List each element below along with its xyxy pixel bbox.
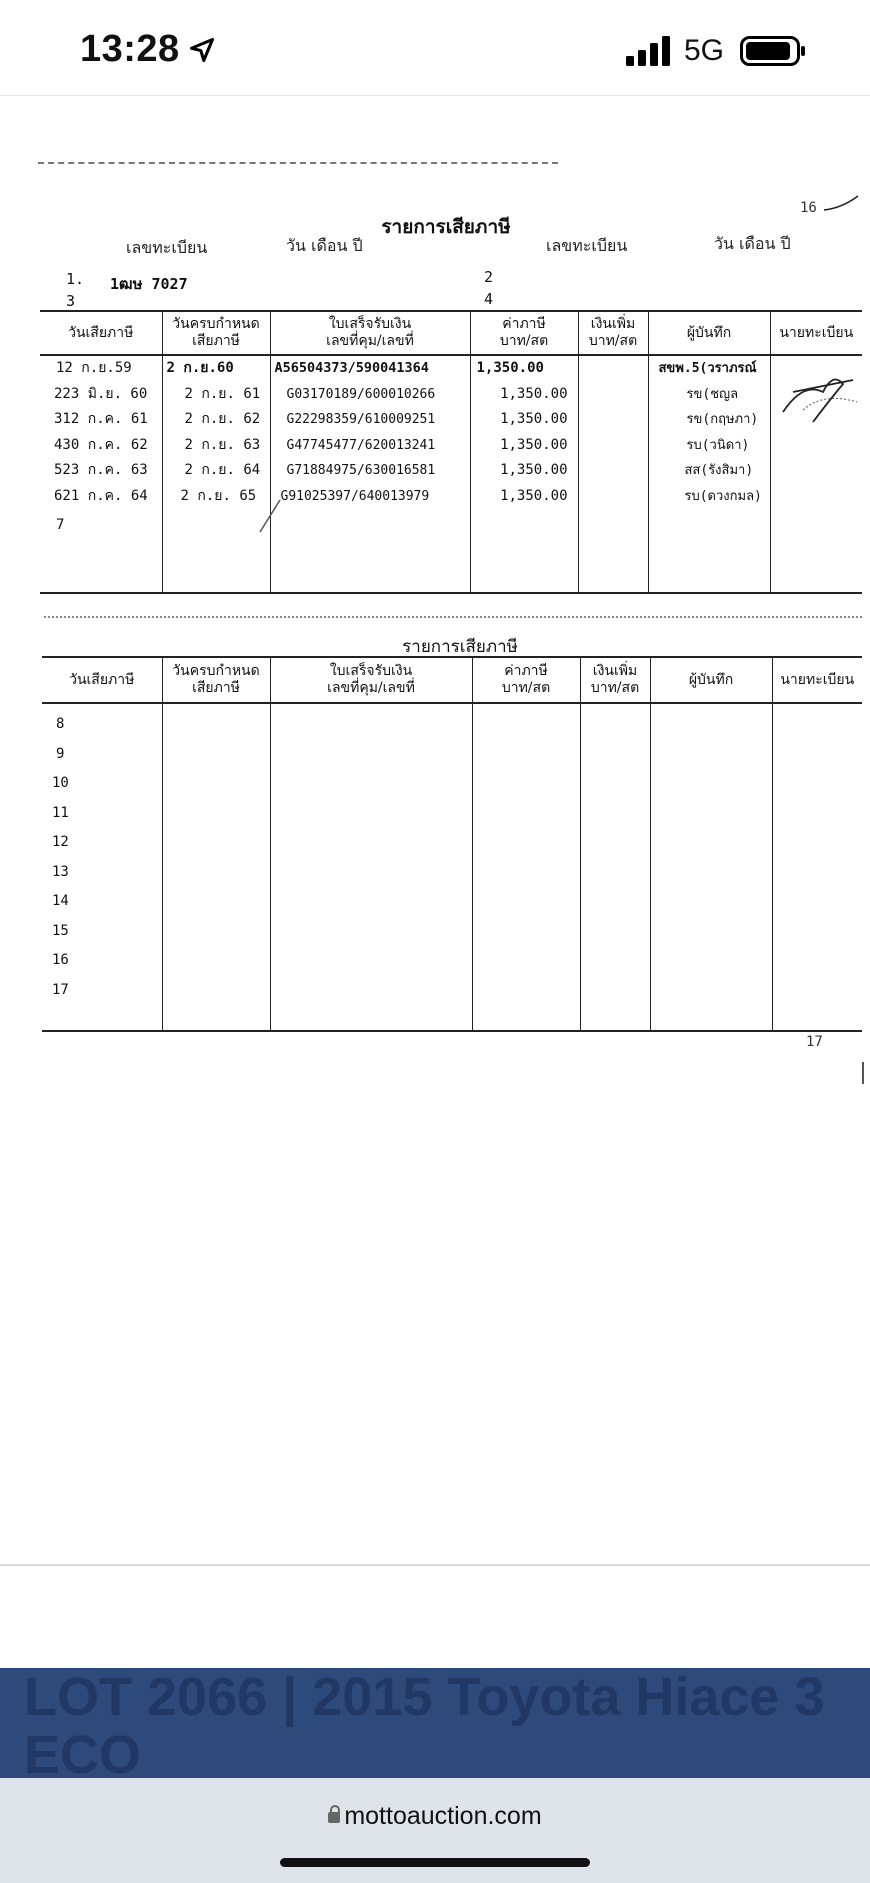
col-header-tax-amount-2: ค่าภาษี บาท/สต	[472, 657, 580, 703]
url-display[interactable]	[0, 1802, 870, 1831]
registration-no-2: 2	[484, 268, 494, 286]
header-label-date-2: วัน เดือน ปี	[714, 234, 791, 253]
battery-icon	[740, 36, 806, 66]
recorder-4: รบ(วนิดา)	[686, 437, 750, 453]
url-text: mottoauction.com	[344, 1802, 542, 1830]
row-number-9: 9	[56, 745, 65, 762]
receipt-1: A56504373/590041364	[274, 360, 429, 376]
tax-date-3: 312 ก.ค. 61	[54, 411, 148, 427]
tax-date-1: 12 ก.ย.59	[56, 360, 132, 376]
tax-date-6: 621 ก.ค. 64	[54, 487, 148, 504]
registration-no-3: 3	[66, 292, 76, 310]
status-bar	[0, 0, 870, 96]
row-number-10: 10	[52, 775, 69, 791]
surcharge-column	[578, 355, 648, 593]
tax-table-2	[42, 656, 862, 1032]
due-date-3: 2 ก.ย. 62	[184, 411, 261, 427]
status-time: 13:28	[80, 28, 180, 70]
due-date-6: 2 ก.ย. 65	[180, 487, 257, 504]
header-label-reg-2: เลขทะเบียน	[546, 236, 628, 255]
receipt-6: G91025397/640013979	[280, 488, 430, 504]
row-number-8: 8	[56, 716, 65, 732]
col-header-registrar-2: นายทะเบียน	[772, 657, 862, 703]
row-number-17: 17	[52, 981, 69, 998]
tax-date-5: 523 ก.ค. 63	[54, 462, 148, 478]
pen-mark-icon	[822, 194, 862, 214]
table-body-2	[42, 703, 862, 1031]
registrar-signature-stamp	[773, 362, 861, 432]
col-header-receipt-2: ใบเสร็จรับเงิน เลขที่คุม/เลขที่	[270, 657, 472, 703]
header-label-reg-1: เลขทะเบียน	[126, 238, 208, 257]
receipt-4: G47745477/620013241	[286, 437, 436, 453]
col-header-registrar: นายทะเบียน	[770, 311, 862, 355]
col-header-recorder-2: ผู้บันทึก	[650, 657, 772, 703]
col-header-surcharge-2: เงินเพิ่ม บาท/สต	[580, 657, 650, 703]
recorder-5: สส(รังสิมา)	[684, 463, 754, 478]
due-date-2: 2 ก.ย. 61	[184, 385, 261, 402]
col-header-recorder: ผู้บันทึก	[648, 311, 770, 355]
row-number-15: 15	[52, 922, 69, 939]
scan-artifact-dots	[44, 616, 862, 620]
col-header-tax-amount: ค่าภาษี บาท/สต	[470, 311, 578, 355]
tax-amount-6: 1,350.00	[500, 487, 568, 504]
row-number-12: 12	[52, 834, 69, 850]
home-indicator[interactable]	[280, 1858, 590, 1867]
col-header-due-date: วันครบกำหนด เสียภาษี	[162, 311, 270, 355]
doc-title: รายการเสียภาษี	[381, 216, 511, 238]
lot-title-banner[interactable]	[0, 1668, 870, 1778]
col-header-tax-date: วันเสียภาษี	[40, 311, 162, 355]
registration-no-4: 4	[484, 290, 494, 308]
receipt-3: G22298359/610009251	[286, 412, 436, 427]
row-number-11: 11	[52, 804, 69, 821]
row-number-16: 16	[52, 952, 69, 968]
table-header-row	[40, 311, 862, 355]
tax-amount-2: 1,350.00	[500, 385, 568, 402]
tax-record-document	[0, 96, 870, 1564]
receipt-2: G03170189/600010266	[286, 386, 436, 402]
page-number-top: 16	[800, 200, 817, 216]
browser-url-bar[interactable]	[0, 1778, 870, 1883]
receipt-5: G71884975/630016581	[286, 463, 436, 478]
scan-edge-mark	[862, 1062, 864, 1084]
doc-title-2: รายการเสียภาษี	[402, 637, 518, 657]
cellular-signal-icon	[626, 36, 672, 66]
recorder-6: รบ(ดวงกมล)	[684, 488, 762, 504]
tax-amount-3: 1,350.00	[500, 411, 568, 427]
recorder-1: สขพ.5(วราภรณ์	[658, 361, 757, 376]
due-date-4: 2 ก.ย. 63	[184, 436, 261, 453]
tax-amount-1: 1,350.00	[476, 360, 544, 376]
due-date-1: 2 ก.ย.60	[166, 360, 234, 376]
registration-no-1: 1.	[66, 270, 85, 288]
tax-date-7: 7	[56, 517, 65, 533]
document-bottom-divider	[0, 1564, 870, 1566]
registration-value-1: 1ฒษ 7027	[110, 275, 188, 293]
lock-icon	[328, 1812, 340, 1823]
location-arrow-icon	[188, 36, 216, 64]
tax-table-1	[40, 310, 862, 594]
lot-title-line-2: ECO	[24, 1725, 142, 1778]
due-date-5: 2 ก.ย. 64	[184, 462, 261, 478]
col-header-due-date-2: วันครบกำหนด เสียภาษี	[162, 657, 270, 703]
recorder-3: รข(กฤษภา)	[686, 412, 759, 427]
tax-date-2: 223 มิ.ย. 60	[54, 385, 148, 402]
row-number-14: 14	[52, 893, 69, 909]
recorder-2: รข(ชญล	[686, 386, 739, 402]
col-header-surcharge: เงินเพิ่ม บาท/สต	[578, 311, 648, 355]
table-body	[40, 355, 862, 593]
header-label-date-1: วัน เดือน ปี	[286, 236, 363, 255]
col-header-receipt: ใบเสร็จรับเงิน เลขที่คุม/เลขที่	[270, 311, 470, 355]
table-header-row-2	[42, 657, 862, 703]
pen-tick-mark	[256, 496, 286, 536]
lot-title-line-1: LOT 2066 | 2015 Toyota Hiace 3	[24, 1668, 825, 1727]
network-type: 5G	[684, 34, 725, 67]
scan-artifact-line	[38, 162, 558, 168]
row-number-13: 13	[52, 863, 69, 880]
tax-amount-5: 1,350.00	[500, 462, 568, 478]
tax-date-4: 430 ก.ค. 62	[54, 436, 148, 453]
page-number-bottom: 17	[806, 1034, 823, 1050]
col-header-tax-date-2: วันเสียภาษี	[42, 657, 162, 703]
tax-amount-4: 1,350.00	[500, 436, 568, 453]
